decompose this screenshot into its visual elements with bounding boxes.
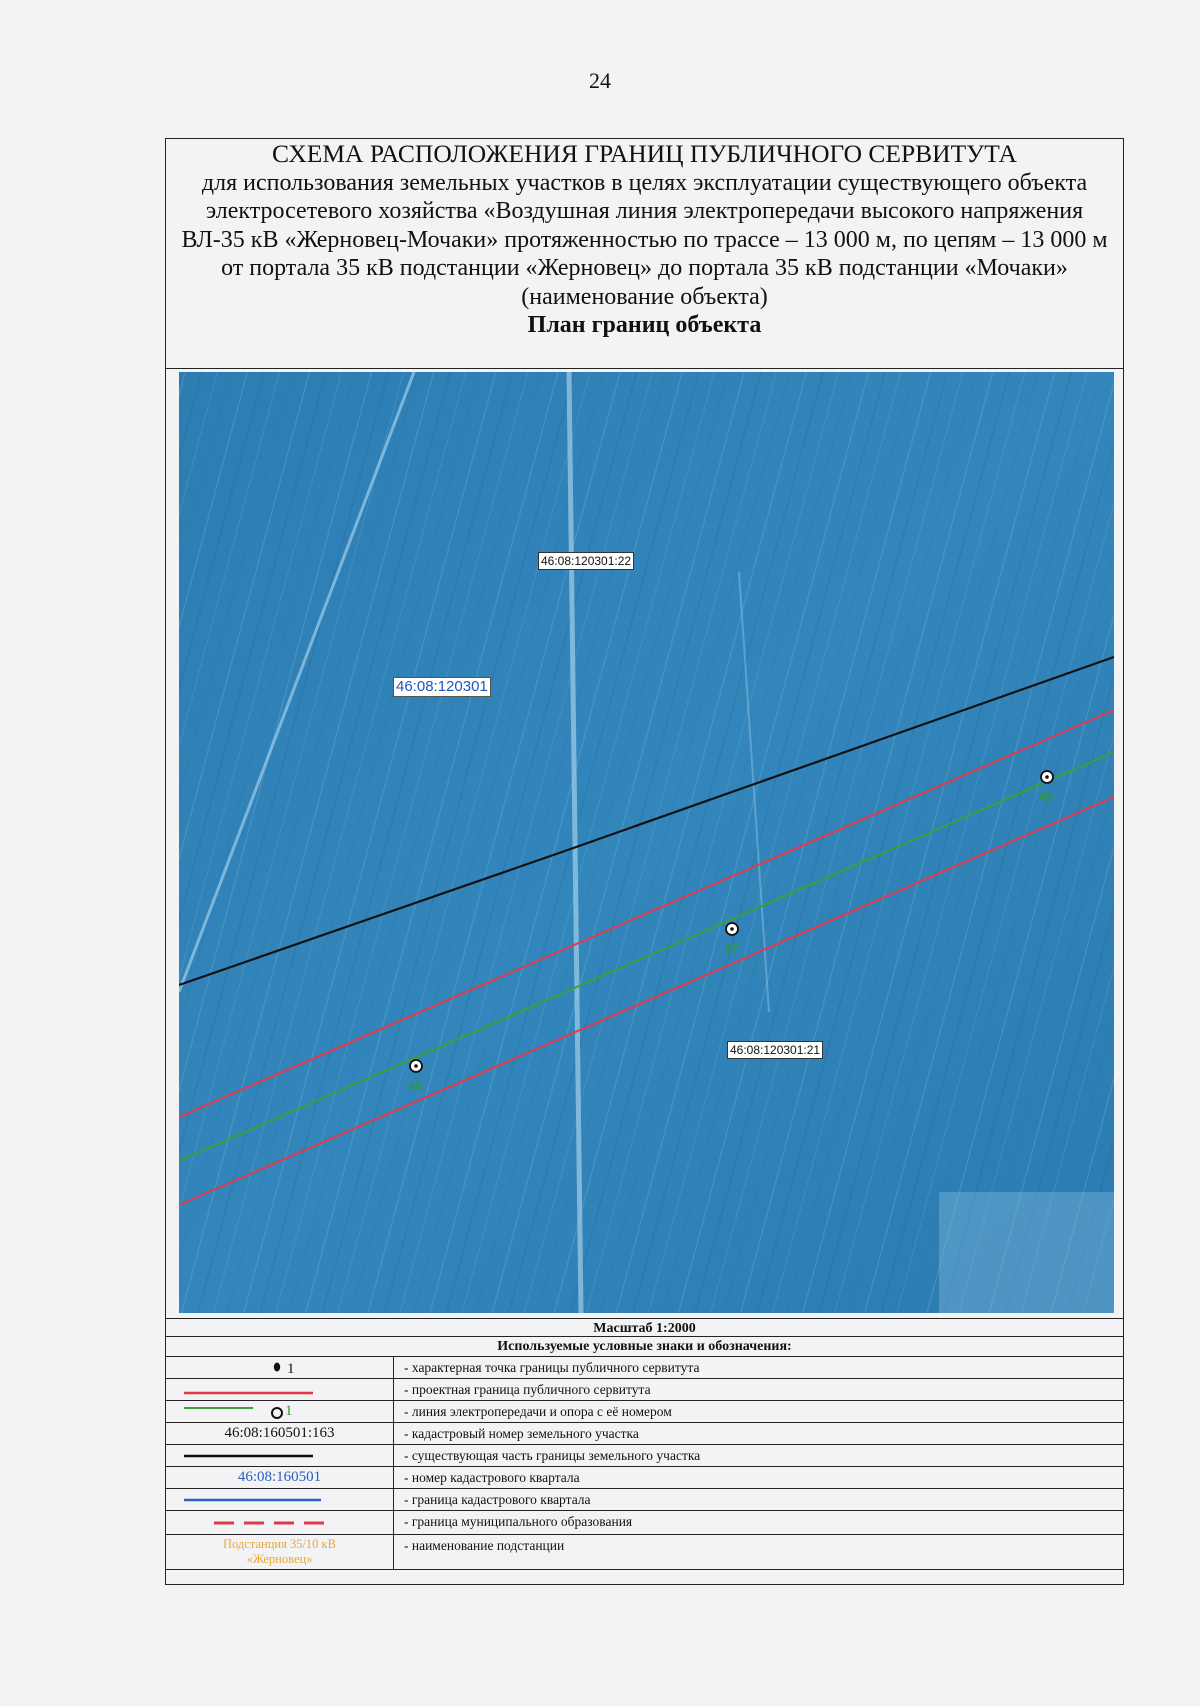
- legend-header: Используемые условные знаки и обозначения:: [497, 1339, 792, 1354]
- title-line-2: электросетевого хозяйства «Воздушная линия электропередачи высокого напряжения: [205, 198, 1084, 224]
- pole-number-47: 47: [724, 941, 739, 956]
- pole-48: [410, 1060, 422, 1072]
- substation-name-line-2: «Жерновец»: [246, 1552, 313, 1566]
- legend-symbol-parcel-number: 46:08:160501:163: [166, 1423, 394, 1444]
- legend-desc-black-line: - существующая часть границы земельного участка: [404, 1448, 701, 1463]
- green-line-with-pole-icon: [166, 1401, 394, 1423]
- aerial-map: [179, 372, 1114, 1313]
- parcel-label-21: 46:08:120301:21: [727, 1041, 823, 1059]
- legend-symbol-quarter-number: 46:08:160501: [166, 1467, 394, 1488]
- legend-symbol-dashed-line: [166, 1511, 394, 1534]
- title-block: [166, 139, 1123, 369]
- legend-desc-power-line: - линия электропередачи и опора с её номером: [404, 1404, 672, 1419]
- legend-symbol-substation: [166, 1535, 394, 1569]
- title-line-3: ВЛ-35 кВ «Жерновец-Мочаки» протяженностью по трассе – 13 000 м, по цепям – 13 000 м: [181, 226, 1108, 253]
- legend-desc-point: - характерная точка границы публичного сервитута: [404, 1360, 700, 1375]
- legend-symbol-point: [166, 1357, 394, 1378]
- legend-row-power-line: [166, 1400, 1123, 1422]
- title-line-1: для использования земельных участков в целях эксплуатации существующего объекта: [201, 169, 1088, 196]
- plan-title: План границ объекта: [527, 312, 762, 338]
- point-marker-icon: [166, 1357, 394, 1379]
- pole-47: [726, 923, 738, 935]
- schema-frame: [165, 138, 1124, 1585]
- legend-desc-quarter-number: - номер кадастрового квартала: [404, 1470, 580, 1485]
- field-light-patch: [939, 1192, 1114, 1313]
- legend-pole-number: 1: [285, 1403, 293, 1419]
- field-texture: [179, 372, 1114, 1313]
- legend-symbol-blue-line: [166, 1489, 394, 1510]
- legend-symbol-power-line: [166, 1401, 394, 1422]
- blue-line-icon: [166, 1489, 394, 1511]
- legend-row-point: [166, 1356, 1123, 1378]
- substation-name-line-1: Подстанция 35/10 кВ: [223, 1537, 336, 1551]
- legend-desc-dashed-line: - граница муниципального образования: [404, 1514, 633, 1529]
- red-line-icon: [166, 1379, 394, 1401]
- legend-row-black-line: [166, 1444, 1123, 1466]
- title-heading: СХЕМА РАСПОЛОЖЕНИЯ ГРАНИЦ ПУБЛИЧНОГО СЕРВИТУТА: [272, 139, 1017, 168]
- legend-row-quarter-number: [166, 1466, 1123, 1488]
- red-dashed-line-icon: [166, 1511, 394, 1535]
- title-line-4: от портала 35 кВ подстанции «Жерновец» до портала 35 кВ подстанции «Мочаки»: [221, 255, 1068, 281]
- legend-desc-blue-line: - граница кадастрового квартала: [404, 1492, 591, 1507]
- legend-desc-substation: - наименование подстанции: [404, 1538, 565, 1553]
- page-number: 24: [589, 68, 611, 93]
- pole-46: [1041, 771, 1053, 783]
- pole-number-46: 46: [1039, 789, 1054, 804]
- legend-table: [166, 1318, 1123, 1570]
- legend-symbol-black-line: [166, 1445, 394, 1466]
- pole-number-48: 48: [408, 1078, 423, 1093]
- legend-row-red-line: [166, 1378, 1123, 1400]
- legend-row-parcel-number: [166, 1422, 1123, 1444]
- legend-row-dashed-line: [166, 1510, 1123, 1534]
- legend-row-blue-line: [166, 1488, 1123, 1510]
- legend-symbol-red-line: [166, 1379, 394, 1400]
- scale-row: [166, 1318, 1123, 1336]
- black-line-icon: [166, 1445, 394, 1467]
- legend-header-row: [166, 1336, 1123, 1356]
- legend-desc-red-line: - проектная граница публичного сервитута: [404, 1382, 651, 1397]
- object-caption: (наименование объекта): [521, 283, 768, 310]
- legend-row-substation: [166, 1534, 1123, 1570]
- legend-desc-parcel-number: - кадастровый номер земельного участка: [404, 1426, 639, 1441]
- legend-point-number: 1: [287, 1361, 295, 1377]
- cadastral-quarter-label: 46:08:120301: [393, 677, 491, 697]
- map-canvas: [179, 372, 1114, 1313]
- parcel-label-22: 46:08:120301:22: [538, 552, 634, 570]
- scale-label: Масштаб 1:2000: [593, 1321, 696, 1336]
